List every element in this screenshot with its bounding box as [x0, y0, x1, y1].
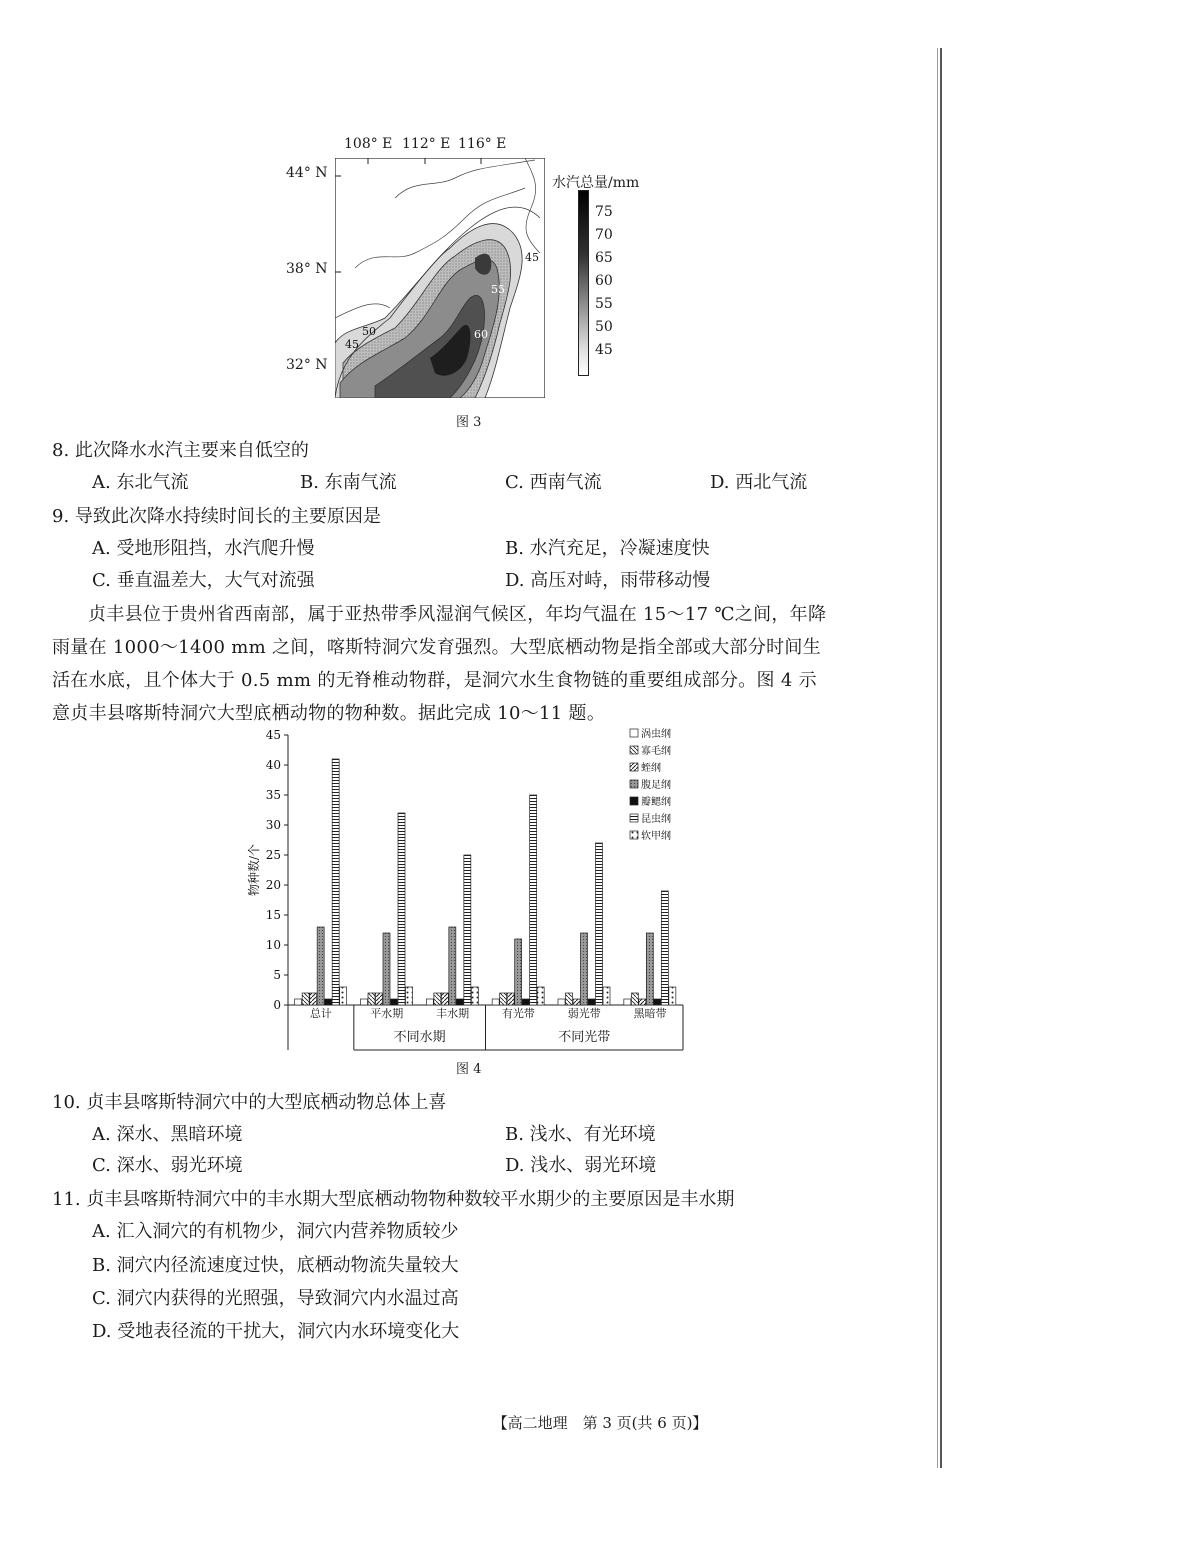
legend-swatch	[630, 814, 638, 822]
bar	[654, 999, 661, 1005]
question-11-option[interactable]: B. 洞穴内径流速度过快，底栖动物流失量较大	[92, 1255, 459, 1276]
bar	[449, 927, 456, 1005]
bar	[398, 813, 405, 1005]
y-tick-label: 10	[265, 938, 281, 952]
y-tick-label: 20	[265, 878, 281, 892]
question-11-option[interactable]: C. 洞穴内获得的光照强，导致洞穴内水温过高	[92, 1288, 459, 1309]
bar	[325, 999, 332, 1005]
passage-line: 意贞丰县喀斯特洞穴大型底栖动物的物种数。据此完成 10～11 题。	[52, 703, 606, 724]
legend-tick: 65	[595, 250, 613, 266]
contour-label: 50	[362, 325, 376, 338]
bar	[573, 999, 580, 1005]
lon-label: 116° E	[458, 136, 507, 152]
category-label: 黑暗带	[633, 1007, 667, 1020]
figure-3-caption: 图 3	[456, 415, 482, 430]
legend-label: 涡虫纲	[641, 729, 671, 740]
category-label: 有光带	[501, 1007, 535, 1020]
question-9-stem: 9. 导致此次降水持续时间长的主要原因是	[52, 506, 381, 527]
bar	[376, 993, 383, 1005]
question-8-option[interactable]: C. 西南气流	[505, 472, 602, 493]
legend-tick: 55	[595, 296, 613, 312]
bar	[441, 993, 448, 1005]
bar	[383, 933, 390, 1005]
legend-colorbar	[578, 190, 590, 376]
question-11-option[interactable]: A. 汇入洞穴的有机物少，洞穴内营养物质较少	[92, 1221, 459, 1242]
bar	[669, 987, 676, 1005]
bar	[434, 993, 441, 1005]
scan-edge-line	[937, 48, 938, 1468]
question-9-option[interactable]: B. 水汽充足，冷凝速度快	[505, 538, 710, 559]
lon-label: 108° E	[344, 136, 393, 152]
legend-swatch	[630, 780, 638, 788]
bar	[639, 999, 646, 1005]
bar	[456, 999, 463, 1005]
legend-label: 蛭纲	[641, 763, 661, 774]
legend-swatch	[630, 797, 638, 805]
legend-tick: 50	[595, 319, 613, 335]
contour-label: 45	[525, 251, 539, 264]
legend-swatch	[630, 746, 638, 754]
bar	[631, 993, 638, 1005]
legend-swatch	[630, 831, 638, 839]
bar	[464, 855, 471, 1005]
lat-label: 38° N	[286, 261, 328, 277]
bar	[406, 987, 413, 1005]
bar	[603, 987, 610, 1005]
lat-label: 32° N	[286, 357, 328, 373]
lon-label: 112° E	[402, 136, 451, 152]
bar	[558, 999, 565, 1005]
y-tick-label: 5	[273, 968, 281, 982]
contour-label: 45	[345, 338, 359, 351]
question-9-option[interactable]: D. 高压对峙，雨带移动慢	[505, 570, 711, 591]
bar	[368, 993, 375, 1005]
bar	[588, 999, 595, 1005]
legend-label: 腹足纲	[641, 780, 671, 791]
question-8-option[interactable]: A. 东北气流	[92, 472, 189, 493]
scan-edge-line	[940, 48, 942, 1468]
question-10-option[interactable]: B. 浅水、有光环境	[505, 1124, 656, 1145]
bar	[646, 933, 653, 1005]
map-panel	[335, 158, 545, 398]
bar	[317, 927, 324, 1005]
bar	[302, 993, 309, 1005]
y-tick-label: 30	[265, 818, 281, 832]
bar	[537, 987, 544, 1005]
bar	[295, 999, 302, 1005]
question-8-option[interactable]: B. 东南气流	[300, 472, 397, 493]
figure-4-caption: 图 4	[456, 1062, 482, 1077]
figure-3-map	[280, 130, 660, 405]
legend-tick: 60	[595, 273, 613, 289]
question-10-option[interactable]: D. 浅水、弱光环境	[505, 1155, 657, 1176]
figure-4-bar-chart	[240, 725, 690, 1055]
bar	[500, 993, 507, 1005]
category-label: 总计	[309, 1007, 332, 1020]
group-label: 不同水期	[393, 1030, 446, 1045]
bar	[471, 987, 478, 1005]
legend-tick: 75	[595, 204, 613, 220]
question-10-stem: 10. 贞丰县喀斯特洞穴中的大型底栖动物总体上喜	[52, 1092, 447, 1113]
bar	[426, 999, 433, 1005]
bar	[624, 999, 631, 1005]
question-11-option[interactable]: D. 受地表径流的干扰大，洞穴内水环境变化大	[92, 1321, 460, 1342]
y-tick-label: 45	[265, 728, 281, 742]
legend-title: 水汽总量/mm	[552, 175, 640, 191]
legend-label: 软甲纲	[641, 831, 671, 842]
question-8-stem: 8. 此次降水水汽主要来自低空的	[52, 440, 309, 461]
y-tick-label: 40	[265, 758, 281, 772]
y-tick-label: 25	[265, 848, 281, 862]
passage-line: 活在水底，且个体大于 0.5 mm 的无脊椎动物群，是洞穴水生食物链的重要组成部分。图 4 示	[52, 670, 817, 691]
y-axis-label: 物种数/个	[247, 843, 261, 897]
bar	[596, 843, 603, 1005]
bar	[332, 759, 339, 1005]
legend-tick: 45	[595, 342, 613, 358]
category-label: 平水期	[370, 1007, 404, 1020]
y-tick-label: 0	[273, 998, 281, 1012]
bar	[507, 993, 514, 1005]
contour-label: 55	[491, 283, 505, 296]
question-9-option[interactable]: A. 受地形阻挡，水汽爬升慢	[92, 538, 315, 559]
y-tick-label: 35	[265, 788, 281, 802]
legend-swatch	[630, 729, 638, 737]
lat-label: 44° N	[286, 165, 328, 181]
question-8-option[interactable]: D. 西北气流	[710, 472, 808, 493]
legend-label: 寡毛纲	[641, 746, 671, 757]
question-9-option[interactable]: C. 垂直温差大，大气对流强	[92, 570, 315, 591]
bar	[522, 999, 529, 1005]
bar	[340, 987, 347, 1005]
bar	[566, 993, 573, 1005]
contour-label: 60	[474, 328, 488, 341]
bar	[391, 999, 398, 1005]
legend-swatch	[630, 763, 638, 771]
passage-line: 贞丰县位于贵州省西南部，属于亚热带季风湿润气候区，年均气温在 15～17 ℃之间，年降	[88, 604, 827, 625]
bar	[310, 993, 317, 1005]
page-footer: 【高二地理 第 3 页(共 6 页)】	[492, 1414, 708, 1432]
legend-label: 瓣鳃纲	[641, 797, 671, 808]
question-11-stem: 11. 贞丰县喀斯特洞穴中的丰水期大型底栖动物物种数较平水期少的主要原因是丰水期	[52, 1189, 735, 1210]
bar	[361, 999, 368, 1005]
group-label: 不同光带	[558, 1030, 611, 1045]
bar	[492, 999, 499, 1005]
question-10-option[interactable]: C. 深水、弱光环境	[92, 1155, 243, 1176]
category-label: 弱光带	[567, 1007, 601, 1020]
passage-line: 雨量在 1000～1400 mm 之间，喀斯特洞穴发育强烈。大型底栖动物是指全部或大部分时间生	[52, 637, 822, 658]
bar	[581, 933, 588, 1005]
bar	[661, 891, 668, 1005]
bar	[530, 795, 537, 1005]
category-label: 丰水期	[436, 1007, 470, 1020]
legend-tick: 70	[595, 227, 613, 243]
question-10-option[interactable]: A. 深水、黑暗环境	[92, 1124, 243, 1145]
bar	[515, 939, 522, 1005]
y-tick-label: 15	[265, 908, 281, 922]
legend-label: 昆虫纲	[641, 814, 671, 825]
